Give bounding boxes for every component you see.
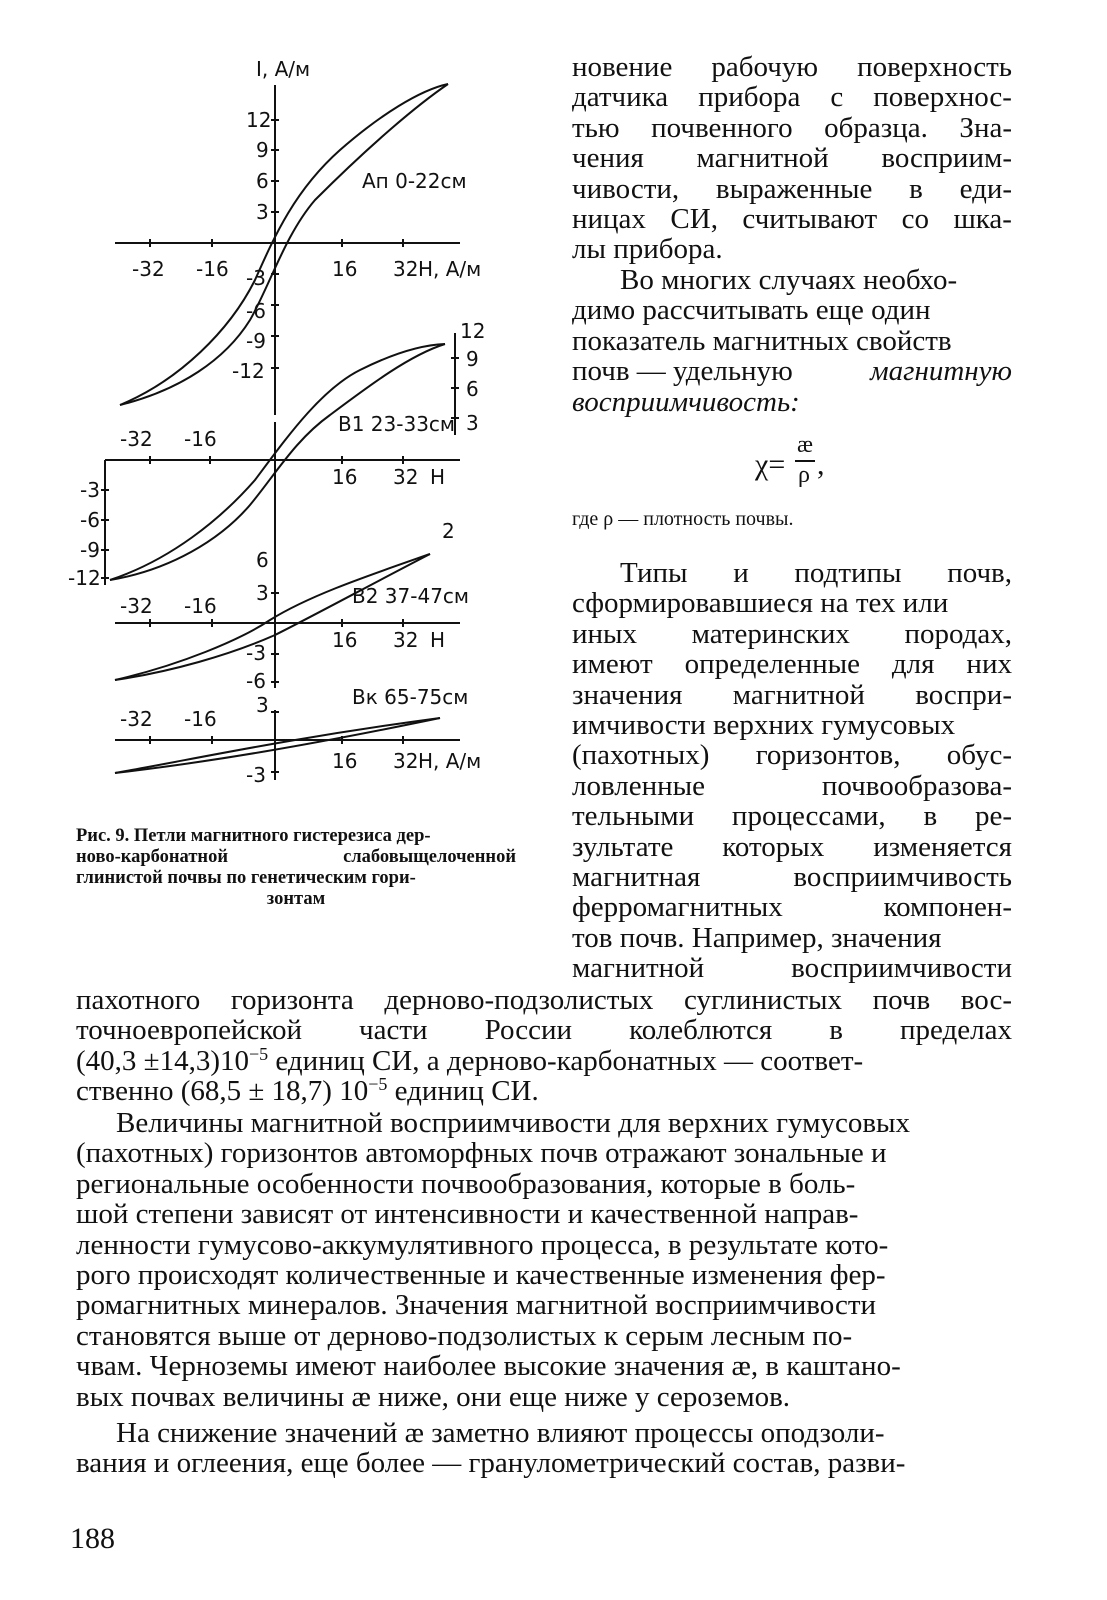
curve-marker: 2 (442, 519, 455, 543)
panel-a-label: Aп 0-22см (362, 169, 467, 193)
svg-text:-32: -32 (120, 707, 153, 731)
svg-text:-12: -12 (68, 566, 101, 590)
svg-text:16: 16 (332, 749, 358, 773)
svg-text:-16: -16 (196, 257, 229, 281)
right-column-block-3: Типы и подтипы почв, сформировавшиеся на тех или иных материнских породах, имеют определенные для них значения магнитной воспри- имчивости верхних гумусовых (пахотных) горизонтов, обус- ловленные почвообразова- тельными процессами, в ре- зультате которых изменяется магнитная восприимчивость ферромагнитных компонен- тов почв. Например, значения магнитной восприимчивости (572, 557, 1012, 985)
svg-text:H: H (430, 465, 446, 489)
svg-text:6: 6 (256, 548, 269, 572)
svg-text:16: 16 (332, 465, 358, 489)
svg-text:-3: -3 (80, 478, 100, 502)
svg-text:-16: -16 (184, 427, 217, 451)
svg-text:-12: -12 (232, 359, 265, 383)
svg-text:6: 6 (466, 377, 479, 401)
svg-text:H, А/м: H, А/м (418, 257, 482, 281)
svg-text:3: 3 (256, 693, 269, 717)
svg-text:-6: -6 (80, 508, 100, 532)
panel-bk-labels (120, 685, 481, 787)
svg-text:9: 9 (256, 138, 269, 162)
svg-text:H: H (430, 628, 446, 652)
svg-text:-6: -6 (246, 669, 266, 693)
svg-text:32: 32 (393, 465, 419, 489)
caption-line: глинистой почвы по генетическим гори- (76, 868, 416, 888)
caption-line: Рис. 9. Петли магнитного гистерезиса дер- (76, 826, 431, 846)
full-width-paragraph-1: пахотного горизонта дерново-подзолистых суглинистых почв вос- точноевропейской части России колеблются в пределах $(40,3 \pm 14,3)10^{-5}$ единиц СИ, а дерново-карбонатных — соответ- ственно (68,5 ± 18,7) $10^{-5}$ единиц СИ. (76, 984, 1012, 1108)
full-width-paragraph-3: На снижение значений æ заметно влияют процессы оподзоли- вания и оглеения, еще более — гранулометрический состав, разви- (76, 1417, 906, 1480)
svg-text:12: 12 (246, 108, 272, 132)
svg-text:12: 12 (460, 319, 486, 343)
svg-text:-32: -32 (132, 257, 165, 281)
svg-text:-3: -3 (246, 763, 266, 787)
where-text: где ρ — плотность почвы. (572, 508, 794, 530)
svg-text:-6: -6 (246, 299, 266, 323)
svg-text:9: 9 (466, 347, 479, 371)
svg-text:-32: -32 (120, 427, 153, 451)
right-column-block-2: Во многих случаях необхо- димо рассчитывать еще один показатель магнитных свойств почв — удельную магнитную восприимчивость: (572, 264, 1012, 418)
svg-text:-9: -9 (246, 329, 266, 353)
right-column-block-1: новение рабочую поверхность датчика прибора с поверхнос- тью почвенного образца. Зна- чения магнитной восприим- чивости, выраженные в еди- ницах СИ, считывают со шка- лы прибора. (572, 51, 1012, 266)
svg-text:32: 32 (393, 749, 419, 773)
hysteresis-figure (60, 40, 530, 840)
svg-text:-9: -9 (80, 538, 100, 562)
caption-line: зонтам (266, 889, 326, 909)
svg-text:16: 16 (332, 628, 358, 652)
svg-text:H, А/м: H, А/м (418, 749, 482, 773)
figure-caption (76, 826, 516, 910)
svg-text:-32: -32 (120, 594, 153, 618)
panel-bk-label: Bк 65-75см (352, 685, 469, 709)
y-axis-title: I, А/м (256, 57, 311, 81)
svg-text:3: 3 (256, 581, 269, 605)
svg-text:-3: -3 (246, 641, 266, 665)
svg-text:32: 32 (393, 257, 419, 281)
panel-b1-label: B1 23-33см (338, 412, 456, 436)
panel-a-labels (132, 57, 481, 383)
svg-text:3: 3 (466, 411, 479, 435)
page-number: 188 (70, 1522, 115, 1555)
caption-line: ново-карбонатной слабовыщелоченной (76, 847, 516, 867)
panel-b2-label: B2 37-47см (352, 584, 470, 608)
svg-text:-16: -16 (184, 707, 217, 731)
svg-text:3: 3 (256, 200, 269, 224)
svg-text:-3: -3 (246, 266, 266, 290)
svg-text:6: 6 (256, 169, 269, 193)
svg-text:32: 32 (393, 628, 419, 652)
full-width-paragraph-2: Величины магнитной восприимчивости для верхних гумусовых (пахотных) горизонтов автоморфных почв отражают зональные и региональные особенности почвообразования, которые в боль- шой степени зависят от интенсивности и качественной направ- ленности гумусово-аккумулятивного процесса, в результате кото- рого происходят количественные и качественные изменения фер- ромагнитных минералов. Значения магнитной восприимчивости становятся выше от дерново-подзолистых к серым лесным по- чвам. Черноземы имеют наиболее высокие значения æ, в каштано- вых почвах величины æ ниже, они еще ниже у сероземов. (76, 1107, 911, 1413)
svg-text:16: 16 (332, 257, 358, 281)
formula: χ= æ ρ , (755, 432, 825, 488)
svg-text:-16: -16 (184, 594, 217, 618)
panel-b1-labels (68, 319, 485, 590)
